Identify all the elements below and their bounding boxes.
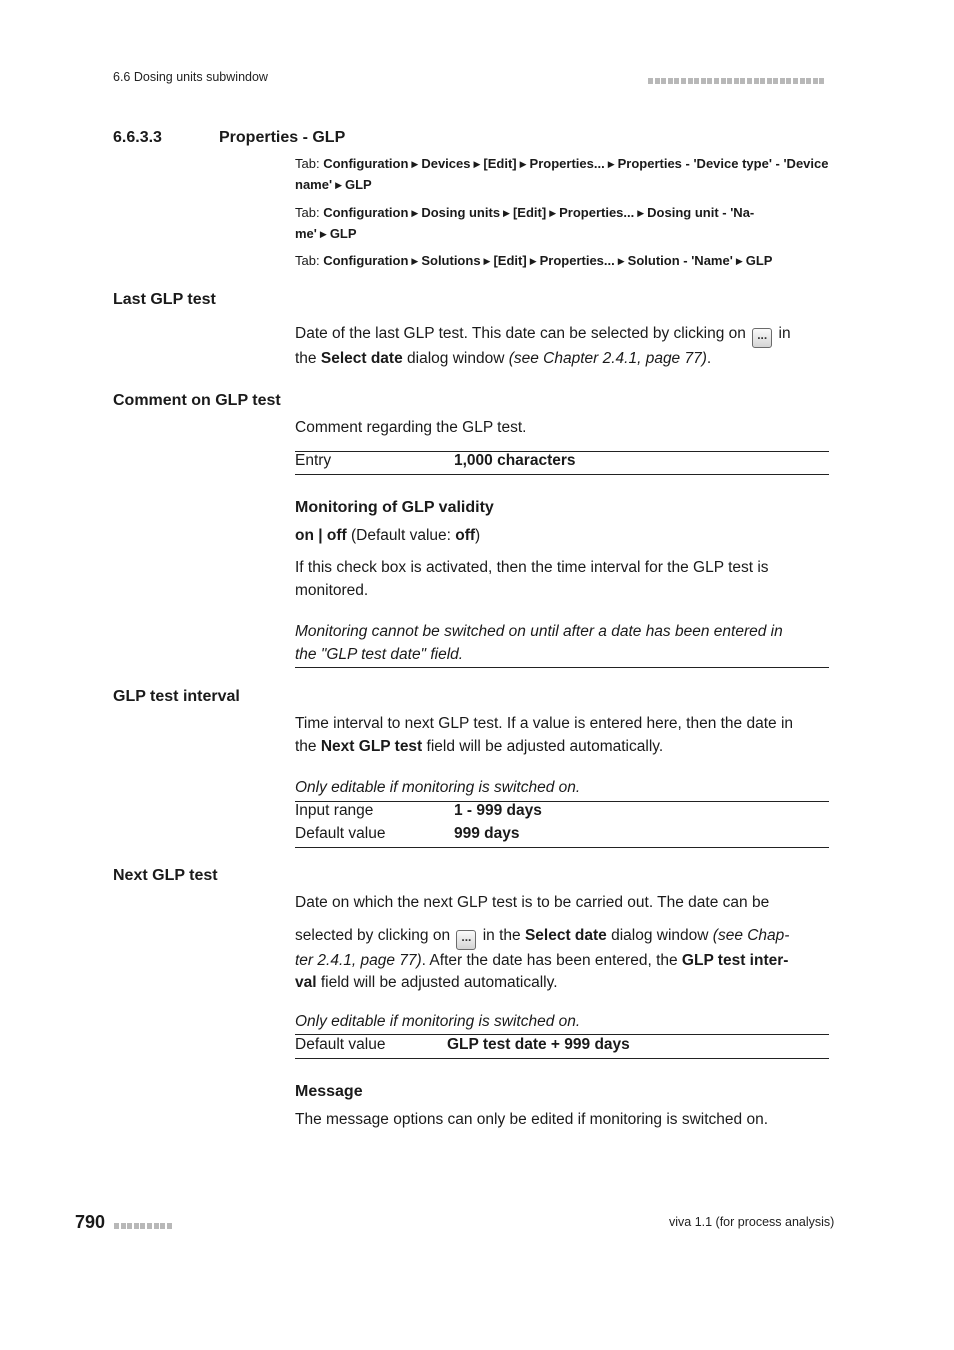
table-cell-value: 1,000 characters <box>454 452 576 469</box>
decor-square <box>786 78 791 84</box>
table-cell-label: Default value <box>295 825 386 842</box>
table-cell-label: Entry <box>295 452 332 469</box>
decor-square <box>767 78 772 84</box>
decor-square <box>800 78 805 84</box>
table-cell-label: Input range <box>295 802 374 819</box>
footer-decoration <box>114 1217 173 1235</box>
nav-path-dosing-units: Tab: Configuration ▶ Dosing units ▶ [Edit] ▶ Properties... ▶ Dosing unit - 'Na-me' ▶ GLP <box>295 205 755 241</box>
message-description: The message options can only be edited if monitoring is switched on. <box>295 1111 769 1128</box>
last-glp-description: Date of the last GLP test. This date can be selected by clicking on ... in the Select date dialog window (see Chapter 2.4.1, page 77). <box>295 325 791 367</box>
decor-square <box>127 1223 132 1229</box>
decor-square <box>648 78 653 84</box>
running-footer: viva 1.1 (for process analysis) <box>669 1215 835 1229</box>
decor-square <box>160 1223 165 1229</box>
next-glp-description: Date on which the next GLP test is to be carried out. The date can be selected by clicking on ... in the Select date dialog window (see Chap- ter 2.4.1, page 77). After the date has been entered, the GLP test inter- val field will be adjusted automatically. <box>295 894 790 991</box>
table-rule-top <box>295 801 829 802</box>
decor-square <box>121 1223 126 1229</box>
decor-square <box>681 78 686 84</box>
monitoring-description: If this check box is activated, then the time interval for the GLP test is monitored. <box>295 559 769 599</box>
decor-square <box>167 1223 172 1229</box>
decor-square <box>701 78 706 84</box>
label-last-glp-test: Last GLP test <box>113 291 216 308</box>
decor-square <box>655 78 660 84</box>
decor-square <box>813 78 818 84</box>
table-cell-value: GLP test date + 999 days <box>447 1036 630 1053</box>
label-glp-test-interval: GLP test interval <box>113 688 240 705</box>
decor-square <box>134 1223 139 1229</box>
label-next-glp-test: Next GLP test <box>113 867 218 884</box>
monitoring-options: on | off (Default value: off) <box>295 527 481 544</box>
decor-square <box>727 78 732 84</box>
table-cell-label: Default value <box>295 1036 386 1053</box>
interval-description: Time interval to next GLP test. If a value is entered here, then the date in the Next GLP test field will be adjusted automatically. <box>295 715 794 755</box>
nav-path-devices: Tab: Configuration ▶ Devices ▶ [Edit] ▶ Properties... ▶ Properties - 'Device type' - 'Device name' ▶ GLP <box>295 156 829 192</box>
table-cell-value: 1 - 999 days <box>454 802 542 819</box>
table-rule-bottom <box>295 1058 829 1059</box>
interval-note: Only editable if monitoring is switched on. <box>295 779 581 796</box>
next-glp-note: Only editable if monitoring is switched on. <box>295 1013 581 1030</box>
decor-square <box>707 78 712 84</box>
decor-square <box>668 78 673 84</box>
comment-description: Comment regarding the GLP test. <box>295 419 527 436</box>
section-title: Properties - GLP <box>219 129 346 146</box>
decor-square <box>674 78 679 84</box>
decor-square <box>734 78 739 84</box>
decor-square <box>773 78 778 84</box>
page-number: 790 <box>75 1212 106 1232</box>
table-rule-bottom <box>295 474 829 475</box>
decor-square <box>661 78 666 84</box>
ellipsis-button-icon: ... <box>456 930 476 950</box>
section-number: 6.6.3.3 <box>113 129 162 146</box>
decor-square <box>694 78 699 84</box>
decor-square <box>754 78 759 84</box>
subheading-message: Message <box>295 1083 363 1100</box>
decor-square <box>721 78 726 84</box>
monitoring-note: Monitoring cannot be switched on until after a date has been entered in the "GLP test date" field. <box>295 623 783 663</box>
decor-square <box>819 78 824 84</box>
decor-square <box>147 1223 152 1229</box>
label-comment-on-glp-test: Comment on GLP test <box>113 392 281 409</box>
decor-square <box>747 78 752 84</box>
table-rule-bottom <box>295 847 829 848</box>
decor-square <box>806 78 811 84</box>
decor-square <box>760 78 765 84</box>
decor-square <box>154 1223 159 1229</box>
table-cell-value: 999 days <box>454 825 520 842</box>
note-rule <box>295 667 829 668</box>
running-header: 6.6 Dosing units subwindow <box>113 70 268 84</box>
subheading-monitoring: Monitoring of GLP validity <box>295 499 494 516</box>
nav-path-solutions: Tab: Configuration ▶ Solutions ▶ [Edit] ▶ Properties... ▶ Solution - 'Name' ▶ GLP <box>295 253 773 268</box>
decor-square <box>114 1223 119 1229</box>
header-decoration <box>648 72 826 90</box>
decor-square <box>780 78 785 84</box>
decor-square <box>740 78 745 84</box>
decor-square <box>688 78 693 84</box>
decor-square <box>793 78 798 84</box>
decor-square <box>140 1223 145 1229</box>
ellipsis-button-icon: ... <box>752 328 772 348</box>
decor-square <box>714 78 719 84</box>
